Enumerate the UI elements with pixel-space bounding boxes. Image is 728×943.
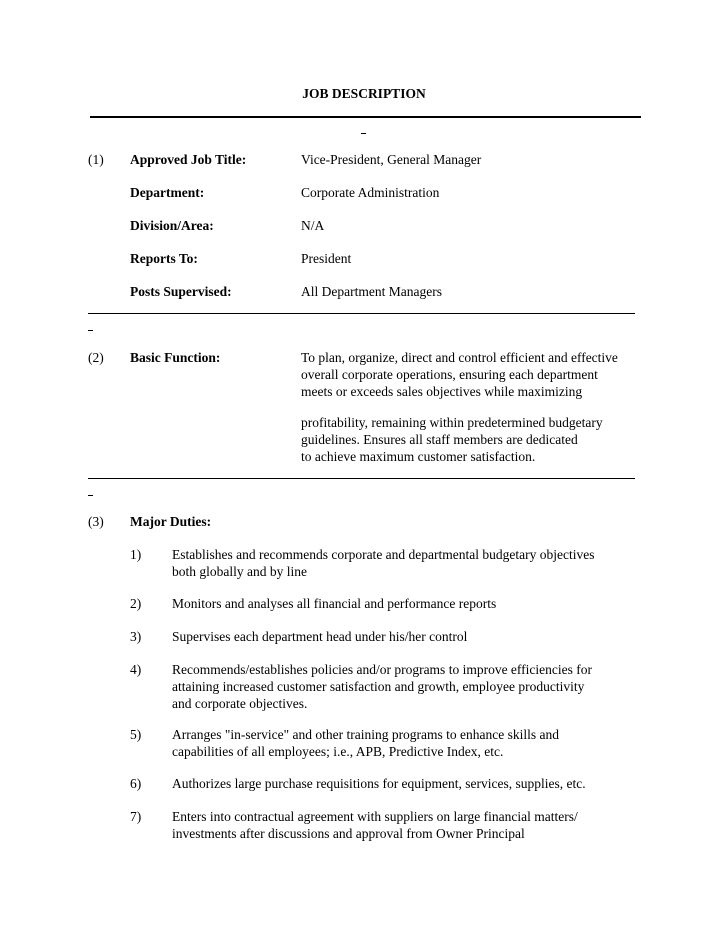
basic-function-line: profitability, remaining within predetermined budgetary	[301, 415, 603, 430]
duty-number: 2)	[130, 596, 142, 611]
duty-text: Recommends/establishes policies and/or programs to improve efficiencies for	[172, 662, 593, 677]
basic-function-line: To plan, organize, direct and control efficient and effective	[301, 350, 618, 365]
basic-function-line: overall corporate operations, ensuring each department	[301, 367, 598, 382]
field-label-posts-supervised: Posts Supervised:	[130, 284, 232, 299]
field-value-department: Corporate Administration	[301, 185, 440, 200]
field-label-major-duties: Major Duties:	[130, 514, 212, 529]
separator-tick	[88, 330, 93, 331]
duty-text: Establishes and recommends corporate and departmental budgetary objectives	[172, 547, 595, 562]
field-label-job-title: Approved Job Title:	[130, 152, 247, 167]
duty-text: Supervises each department head under his/her control	[172, 629, 468, 644]
duty-text: Enters into contractual agreement with suppliers on large financial matters/	[172, 809, 578, 824]
separator-line	[90, 116, 641, 118]
basic-function-line: guidelines. Ensures all staff members are dedicated	[301, 432, 578, 447]
field-label-basic-function: Basic Function:	[130, 350, 221, 365]
field-value-job-title: Vice-President, General Manager	[301, 152, 482, 167]
duty-text: and corporate objectives.	[172, 696, 308, 711]
duty-number: 7)	[130, 809, 142, 824]
separator-line	[88, 478, 635, 479]
separator-tick	[361, 133, 366, 134]
duty-text: attaining increased customer satisfaction and growth, employee productivity	[172, 679, 585, 694]
field-value-reports-to: President	[301, 251, 352, 266]
duty-number: 3)	[130, 629, 142, 644]
duty-text: Monitors and analyses all financial and performance reports	[172, 596, 497, 611]
page-title: JOB DESCRIPTION	[302, 86, 426, 101]
field-value-division: N/A	[301, 218, 325, 233]
field-label-department: Department:	[130, 185, 205, 200]
duty-text: capabilities of all employees; i.e., APB, Predictive Index, etc.	[172, 744, 504, 759]
field-label-division: Division/Area:	[130, 218, 214, 233]
section-number: (1)	[88, 152, 104, 167]
field-label-reports-to: Reports To:	[130, 251, 198, 266]
separator-tick	[88, 495, 93, 496]
duty-text: investments after discussions and approval from Owner Principal	[172, 826, 525, 841]
duty-number: 1)	[130, 547, 142, 562]
basic-function-line: to achieve maximum customer satisfaction.	[301, 449, 536, 464]
duty-text: Authorizes large purchase requisitions for equipment, services, supplies, etc.	[172, 776, 586, 791]
duty-number: 5)	[130, 727, 142, 742]
duty-number: 4)	[130, 662, 142, 677]
duty-text: both globally and by line	[172, 564, 307, 579]
field-value-posts-supervised: All Department Managers	[301, 284, 442, 299]
section-number: (2)	[88, 350, 104, 365]
separator-line	[88, 313, 635, 314]
section-number: (3)	[88, 514, 104, 529]
duty-text: Arranges "in-service" and other training programs to enhance skills and	[172, 727, 560, 742]
basic-function-line: meets or exceeds sales objectives while maximizing	[301, 384, 583, 399]
duty-number: 6)	[130, 776, 142, 791]
